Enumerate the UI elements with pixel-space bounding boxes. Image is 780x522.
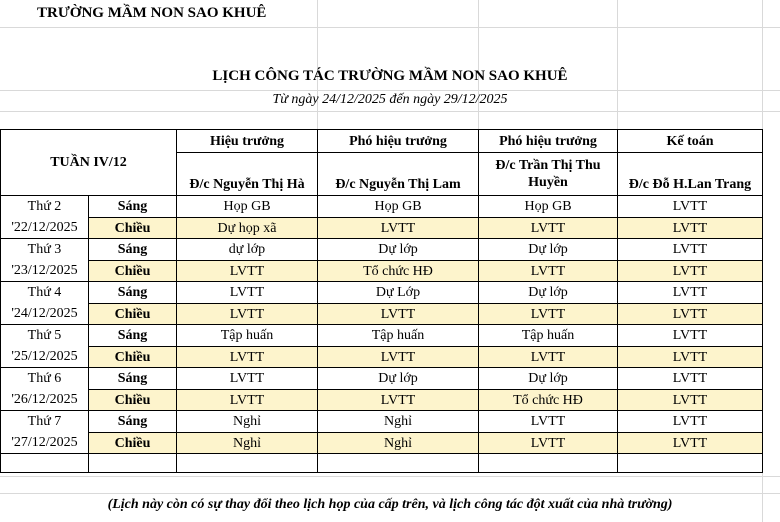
day-row-afternoon (1, 218, 763, 239)
day-name: Thứ 5 (1, 325, 89, 347)
schedule-cell: LVTT (618, 304, 763, 325)
schedule-cell: LVTT (618, 347, 763, 368)
gridline (0, 493, 780, 494)
schedule-cell: Họp GB (318, 196, 479, 218)
day-date: '23/12/2025 (1, 261, 89, 282)
session-label: Sáng (89, 196, 177, 218)
session-label: Chiều (89, 261, 177, 282)
day-row-afternoon (1, 347, 763, 368)
schedule-cell: LVTT (318, 218, 479, 239)
schedule-cell: Dự lớp (479, 368, 618, 390)
week-label: TUẦN IV/12 (1, 130, 177, 196)
schedule-cell: LVTT (479, 347, 618, 368)
schedule-cell: LVTT (618, 261, 763, 282)
schedule-cell: LVTT (479, 304, 618, 325)
schedule-cell: Nghỉ (177, 411, 318, 433)
gridline (617, 0, 618, 129)
schedule-cell: Tập huấn (318, 325, 479, 347)
date-range-subtitle: Từ ngày 24/12/2025 đến ngày 29/12/2025 (272, 92, 508, 107)
day-row-afternoon (1, 304, 763, 325)
day-date: '27/12/2025 (1, 433, 89, 454)
schedule-cell: LVTT (177, 261, 318, 282)
session-label: Sáng (89, 239, 177, 261)
gridline (0, 27, 780, 28)
session-label: Chiều (89, 433, 177, 454)
schedule-cell: Nghỉ (177, 433, 318, 454)
schedule-cell: LVTT (479, 218, 618, 239)
schedule-cell: LVTT (618, 239, 763, 261)
session-label: Chiều (89, 218, 177, 239)
schedule-cell: LVTT (618, 433, 763, 454)
schedule-cell: LVTT (618, 390, 763, 411)
schedule-cell: Tập huấn (177, 325, 318, 347)
day-row-afternoon (1, 390, 763, 411)
schedule-cell: Nghỉ (318, 433, 479, 454)
day-date: '25/12/2025 (1, 347, 89, 368)
schedule-cell: Tập huấn (479, 325, 618, 347)
session-label: Sáng (89, 282, 177, 304)
footnote: (Lịch này còn có sự thay đổi theo lịch họp của cấp trên, và lịch công tác đột xuất của nhà trường) (107, 497, 673, 512)
session-label: Sáng (89, 411, 177, 433)
schedule-cell: LVTT (618, 411, 763, 433)
gridline (0, 90, 780, 91)
session-label: Sáng (89, 368, 177, 390)
session-label: Chiều (89, 390, 177, 411)
schedule-cell: Dự lớp (479, 282, 618, 304)
empty-cell (479, 454, 618, 473)
schedule-cell: Dự lớp (318, 368, 479, 390)
schedule-title: LỊCH CÔNG TÁC TRƯỜNG MẦM NON SAO KHUÊ (212, 68, 568, 84)
schedule-cell: Dự lớp (318, 239, 479, 261)
day-date: '26/12/2025 (1, 390, 89, 411)
day-row-morning (1, 411, 763, 433)
day-name: Thứ 4 (1, 282, 89, 304)
schedule-body (1, 196, 763, 454)
person-header: Đ/c Nguyễn Thị Lam (318, 153, 479, 196)
person-header (479, 153, 618, 196)
role-header: Phó hiệu trưởng (318, 130, 479, 153)
day-row-morning (1, 239, 763, 261)
schedule-cell: LVTT (177, 368, 318, 390)
session-label: Sáng (89, 325, 177, 347)
gridline (478, 0, 479, 129)
schedule-cell: LVTT (618, 368, 763, 390)
schedule-cell: Tổ chức HĐ (479, 390, 618, 411)
schedule-cell: LVTT (618, 218, 763, 239)
role-header: Hiệu trưởng (177, 130, 318, 153)
person-header-line: Đ/c Trần Thị Thu (495, 158, 601, 173)
schedule-cell: LVTT (618, 282, 763, 304)
schedule-cell: Dự Lớp (318, 282, 479, 304)
gridline (317, 0, 318, 129)
header-row-roles (1, 130, 763, 153)
schedule-cell: dự lớp (177, 239, 318, 261)
schedule-cell: Nghỉ (318, 411, 479, 433)
schedule-cell: LVTT (177, 347, 318, 368)
empty-cell (89, 454, 177, 473)
person-header: Đ/c Đỗ H.Lan Trang (618, 153, 763, 196)
schedule-cell: LVTT (177, 390, 318, 411)
role-header: Kế toán (618, 130, 763, 153)
schedule-cell: Họp GB (479, 196, 618, 218)
schedule-cell: LVTT (618, 196, 763, 218)
session-label: Chiều (89, 347, 177, 368)
schedule-cell: Dự họp xã (177, 218, 318, 239)
day-name: Thứ 3 (1, 239, 89, 261)
person-header-line: Huyền (528, 175, 568, 190)
empty-cell (318, 454, 479, 473)
day-row-afternoon (1, 433, 763, 454)
day-name: Thứ 2 (1, 196, 89, 218)
school-name: TRƯỜNG MẦM NON SAO KHUÊ (37, 5, 267, 21)
session-label: Chiều (89, 304, 177, 325)
day-date: '22/12/2025 (1, 218, 89, 239)
day-name: Thứ 7 (1, 411, 89, 433)
schedule-cell: LVTT (318, 304, 479, 325)
day-name: Thứ 6 (1, 368, 89, 390)
person-header: Đ/c Nguyễn Thị Hà (177, 153, 318, 196)
day-row-morning (1, 325, 763, 347)
schedule-cell: LVTT (177, 282, 318, 304)
role-header: Phó hiệu trưởng (479, 130, 618, 153)
schedule-cell: Dự lớp (479, 239, 618, 261)
empty-cell (177, 454, 318, 473)
schedule-cell: LVTT (479, 433, 618, 454)
empty-row (1, 454, 763, 473)
schedule-cell: LVTT (618, 325, 763, 347)
schedule-cell: Họp GB (177, 196, 318, 218)
schedule-cell: LVTT (318, 347, 479, 368)
schedule-cell: Tổ chức HĐ (318, 261, 479, 282)
empty-cell (618, 454, 763, 473)
schedule-table (0, 129, 763, 473)
schedule-cell: LVTT (177, 304, 318, 325)
schedule-cell: LVTT (479, 261, 618, 282)
day-row-morning (1, 196, 763, 218)
day-date: '24/12/2025 (1, 304, 89, 325)
day-row-morning (1, 282, 763, 304)
gridline (0, 476, 780, 477)
day-row-morning (1, 368, 763, 390)
schedule-cell: LVTT (318, 390, 479, 411)
empty-cell (1, 454, 89, 473)
gridline (0, 111, 780, 112)
schedule-cell: LVTT (479, 411, 618, 433)
day-row-afternoon (1, 261, 763, 282)
